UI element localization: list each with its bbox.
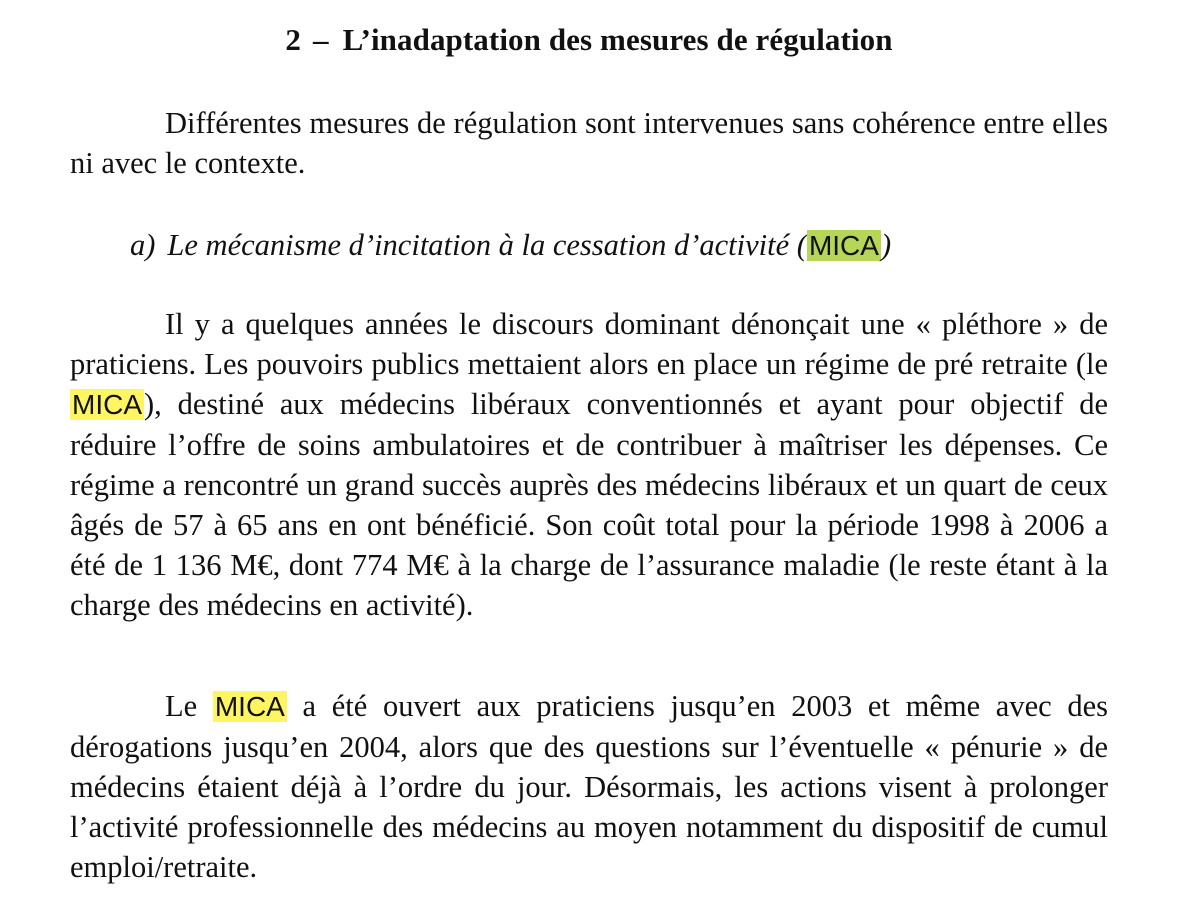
section-heading (0, 18, 1178, 62)
paragraph-text: ), destiné aux médecins libéraux conventionnés et ayant pour objectif de réduire l’offre de soins ambulatoires et de contribuer à maîtriser les dépenses. Ce régime a rencontré un grand succès auprès des médecins libéraux et un quart de ceux âgés de 57 à 65 ans en ont bénéficié. Son coût total pour la période 1998 à 2006 a été de 1 136 M€, dont 774 M€ à la charge de l’assurance maladie (le reste étant à la charge des médecins en activité). (70, 387, 1108, 622)
subsection-title-after: ) (880, 228, 892, 262)
intro-paragraph: Différentes mesures de régulation sont intervenues sans cohérence entre elles ni avec le contexte. (70, 106, 1108, 180)
paragraph-text: Le (165, 689, 213, 723)
paragraph-mica-history (70, 304, 1108, 625)
paragraph-text: Il y a quelques années le discours dominant dénonçait une « pléthore » de praticiens. Les pouvoirs publics mettaient alors en place un régime de pré retraite (le (70, 307, 1108, 381)
highlighted-acronym-mica: MICA (808, 230, 879, 261)
paragraph-text: a été ouvert aux praticiens jusqu’en 2003 et même avec des dérogations jusqu’en 2004, alors que des questions sur l’éventuelle « pénurie » de médecins étaient déjà à l’ordre du jour. Désormais, les actions visent à prolonger l’activité professionnelle des médecins au moyen notamment du dispositif de cumul emploi/retraite. (70, 689, 1108, 884)
section-number: 2 (285, 22, 301, 57)
subsection-heading (130, 223, 891, 268)
highlighted-acronym-mica: MICA (72, 389, 142, 420)
highlighted-acronym-mica: MICA (214, 691, 285, 722)
paragraph-mica-end (70, 686, 1108, 887)
subsection-label: a) (130, 228, 156, 262)
subsection-title-before: Le mécanisme d’incitation à la cessation d’activité ( (167, 228, 807, 262)
section-dash: – (312, 22, 329, 57)
section-title: L’inadaptation des mesures de régulation (342, 22, 893, 57)
